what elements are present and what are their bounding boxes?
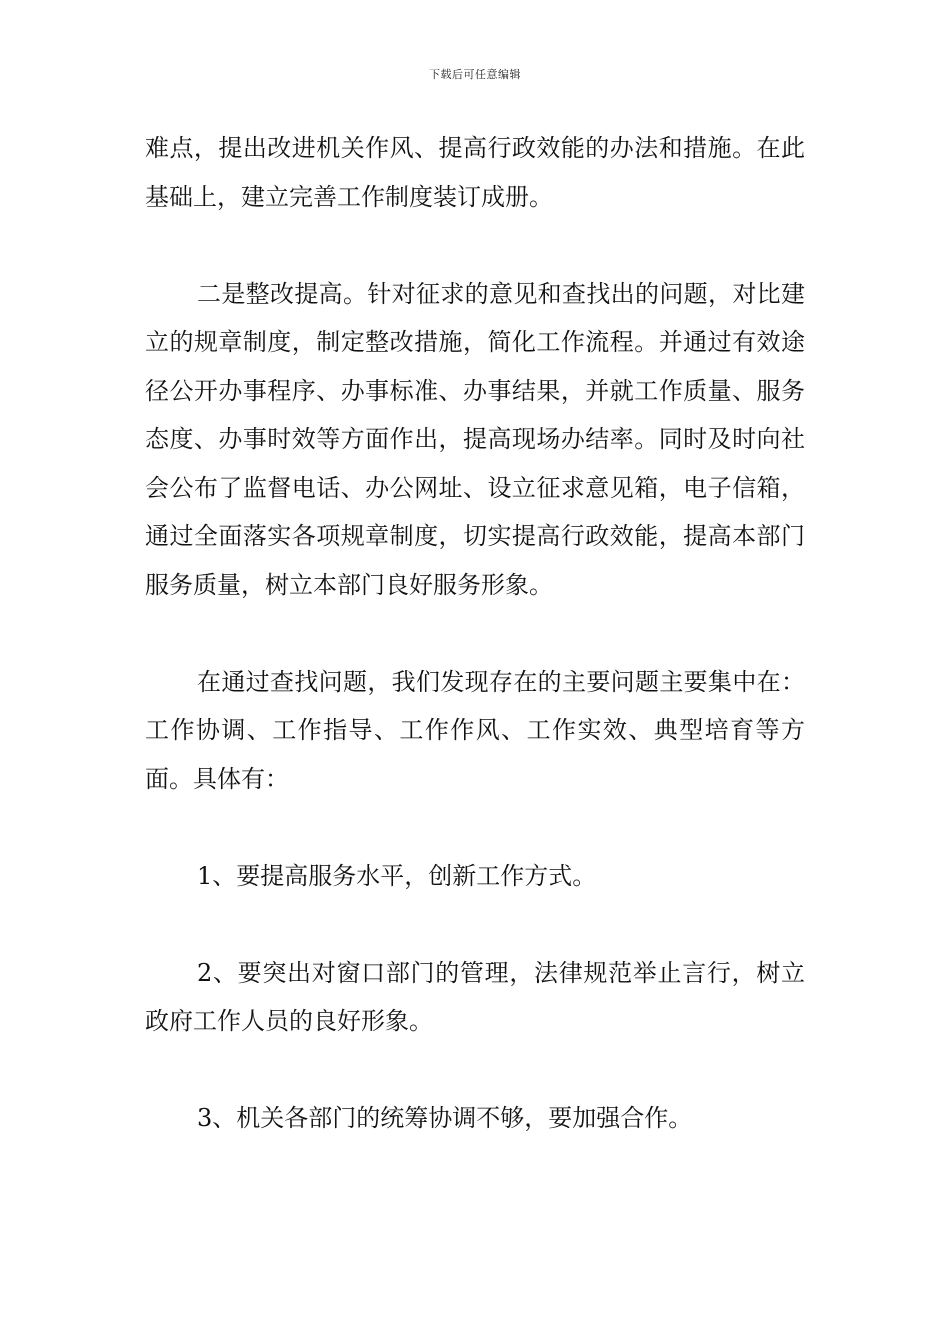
list-item-1: 1、要提高服务水平，创新工作方式。 (197, 861, 597, 890)
paragraph-rectification: 二是整改提高。针对征求的意见和查找出的问题，对比建立的规章制度，制定整改措施，简化工作流程。并通过有效途径公开办事程序、办事标准、办事结果，并就工作质量、服务态度、办事时效等方面作出，提高现场办结率。同时及时向社会公布了监督电话、办公网址、设立征求意见箱，电子信箱，通过全面落实各项规章制度，切实提高行政效能，提高本部门服务质量，树立本部门良好服务形象。 (145, 279, 805, 599)
header-note: 下载后可任意编辑 (429, 68, 521, 81)
list-item-2: 2、要突出对窗口部门的管理，法律规范举止言行，树立政府工作人员的良好形象。 (145, 958, 805, 1035)
list-item-3: 3、机关各部门的统筹协调不够，要加强合作。 (197, 1104, 693, 1132)
document-body (145, 124, 805, 1143)
paragraph-problems: 在通过查找问题，我们发现存在的主要问题主要集中在：工作协调、工作指导、工作作风、工作实效、典型培育等方面。具体有： (145, 667, 805, 793)
paragraph-continuation: 难点，提出改进机关作风、提高行政效能的办法和措施。在此基础上，建立完善工作制度装订成册。 (145, 134, 805, 211)
